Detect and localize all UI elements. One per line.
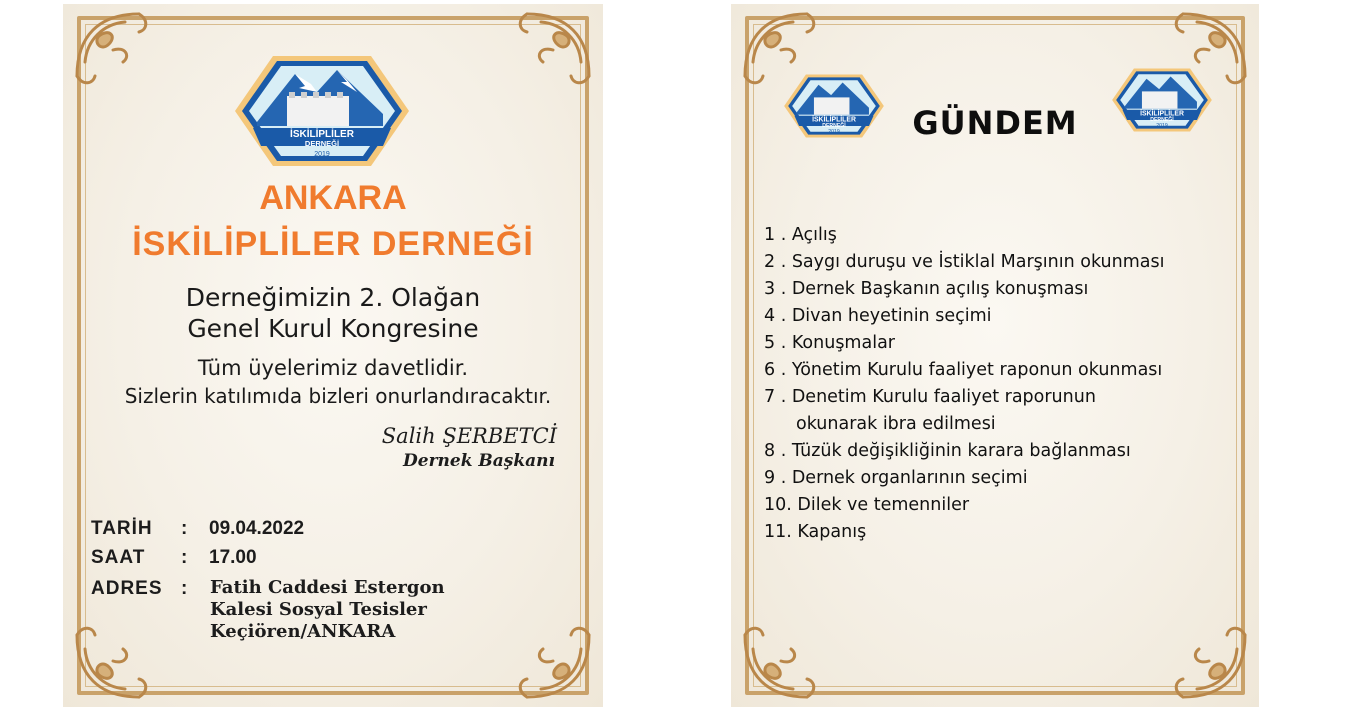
agenda-item: 9 . Dernek organlarının seçimi xyxy=(764,468,1028,488)
address-line: Fatih Caddesi Estergon xyxy=(210,577,445,598)
agenda-item: 10. Dilek ve temenniler xyxy=(764,495,970,515)
agenda-item: 3 . Dernek Başkanın açılış konuşması xyxy=(764,279,1089,299)
colon: : xyxy=(181,518,188,539)
agenda-item: 5 . Konuşmalar xyxy=(764,333,895,353)
ornament-corner-icon xyxy=(737,613,829,705)
logo-line1: İSKİLİPLİLER xyxy=(290,129,354,140)
agenda-item-continuation: okunarak ibra edilmesi xyxy=(796,414,996,434)
ornament-corner-icon xyxy=(505,613,597,705)
invite-line-2: Genel Kurul Kongresine xyxy=(187,314,479,343)
agenda-item: 7 . Denetim Kurulu faaliyet raporunun xyxy=(764,387,1096,407)
time-row xyxy=(91,547,257,569)
logo-year: 2019 xyxy=(1156,122,1168,129)
agenda-title: GÜNDEM xyxy=(912,104,1078,142)
date-label: TARİH xyxy=(91,518,153,539)
agenda-item: 1 . Açılış xyxy=(764,225,837,245)
date-row xyxy=(91,518,304,540)
logo-line2: DERNEĞİ xyxy=(304,139,340,148)
ornament-corner-icon xyxy=(1161,613,1253,705)
invite-line-1: Derneğimizin 2. Olağan xyxy=(185,283,481,312)
agenda-item: 11. Kapanış xyxy=(764,522,867,542)
agenda-card xyxy=(731,4,1259,707)
colon: : xyxy=(181,578,188,599)
agenda-item: 6 . Yönetim Kurulu faaliyet raponun okunması xyxy=(764,360,1163,380)
address-line: Keçiören/ANKARA xyxy=(210,621,396,642)
logo-year: 2019 xyxy=(828,128,840,135)
time-value: 17.00 xyxy=(209,547,257,568)
address-value xyxy=(210,577,445,643)
association-logo xyxy=(233,52,411,170)
logo-year: 2019 xyxy=(314,151,330,158)
title-city: ANKARA xyxy=(259,179,407,217)
ornament-corner-icon xyxy=(69,6,161,98)
agenda-list xyxy=(764,222,1164,546)
ornament-corner-icon xyxy=(69,613,161,705)
logo-line2: DERNEĞİ xyxy=(1150,117,1174,124)
logo-line1: İSKİLİPLİLER xyxy=(812,116,856,124)
time-label: SAAT xyxy=(91,547,146,568)
address-row xyxy=(91,578,209,600)
agenda-item: 4 . Divan heyetinin seçimi xyxy=(764,306,992,326)
agenda-item: 8 . Tüzük değişikliğinin karara bağlanması xyxy=(764,441,1131,461)
address-label: ADRES xyxy=(91,578,163,599)
colon: : xyxy=(181,547,188,568)
logo-line1: İSKİLİPLİLER xyxy=(1140,110,1184,118)
address-line: Kalesi Sosyal Tesisler xyxy=(210,599,427,620)
signature-title: Dernek Başkanı xyxy=(403,451,555,471)
title-association: İSKİLİPLİLER DERNEĞİ xyxy=(132,225,534,263)
invite-line-4: Sizlerin katılımıda bizleri onurlandıracaktır. xyxy=(124,384,552,408)
invite-line-3: Tüm üyelerimiz davetlidir. xyxy=(197,356,469,380)
ornament-corner-icon xyxy=(505,6,597,98)
date-value: 09.04.2022 xyxy=(209,518,305,539)
agenda-item: 2 . Saygı duruşu ve İstiklal Marşının okunması xyxy=(764,252,1165,272)
invitation-card xyxy=(63,4,603,707)
signature-name: Salih ŞERBETCİ xyxy=(381,424,557,448)
logo-line2: DERNEĞİ xyxy=(822,123,846,130)
